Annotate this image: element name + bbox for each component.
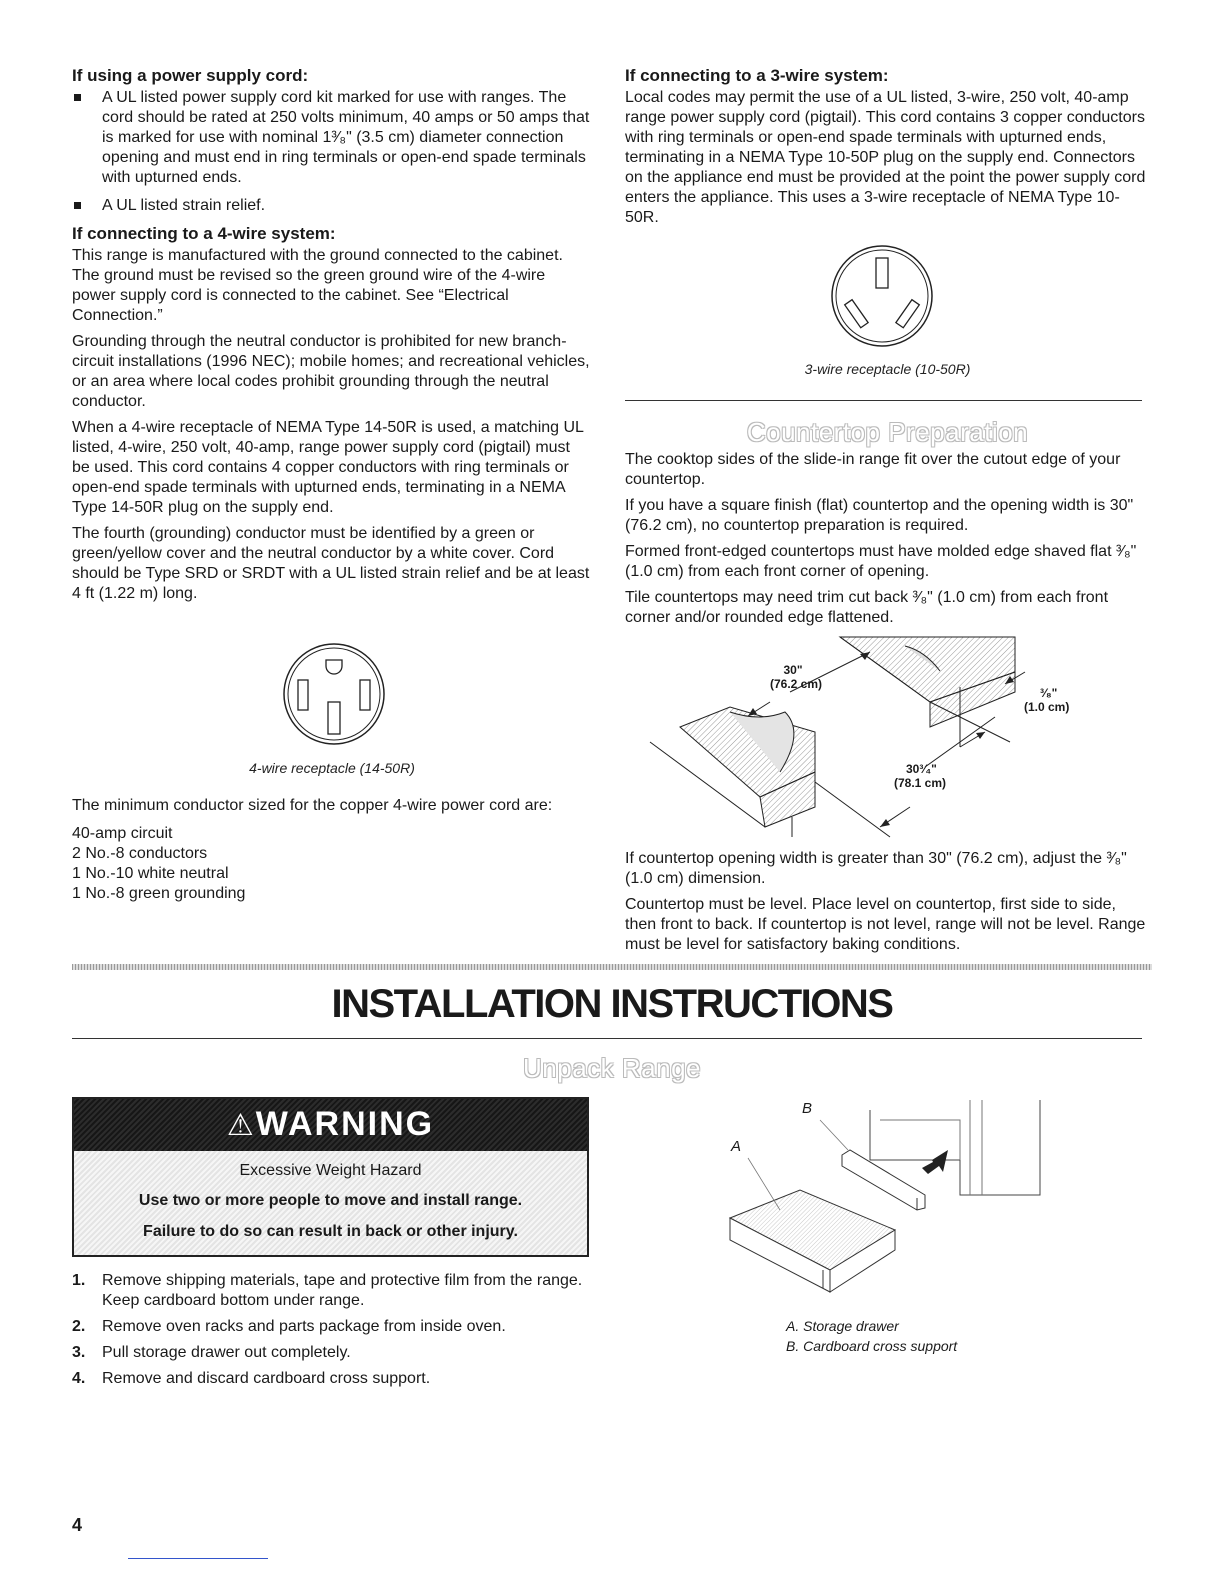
left-column	[72, 66, 592, 610]
step-text: Remove and discard cardboard cross support.	[102, 1370, 431, 1387]
step-text: Remove oven racks and parts package from inside oven.	[102, 1318, 506, 1335]
three-wire-receptacle-diagram	[830, 244, 934, 348]
step-number: 2.	[72, 1318, 86, 1335]
conductor-line: 40-amp circuit	[72, 825, 173, 842]
step-number: 1.	[72, 1272, 86, 1289]
warning-header	[74, 1099, 587, 1151]
caption-cross-support: B. Cardboard cross support	[786, 1338, 958, 1354]
four-wire-receptacle-diagram	[282, 642, 386, 746]
countertop-paragraph: Tile countertops may need trim cut back ³⁄₈" (1.0 cm) from each front corner and/or rounded edge flattened.	[625, 589, 1109, 626]
list-item	[72, 1369, 592, 1389]
countertop-section	[625, 450, 1150, 634]
warning-hazard: Excessive Weight Hazard	[239, 1162, 422, 1179]
countertop-after-section	[625, 849, 1150, 961]
warning-line: Use two or more people to move and install range.	[138, 1192, 523, 1209]
four-wire-paragraph: This range is manufactured with the ground connected to the cabinet. The ground must be revised so the green ground wire of the 4-wire power supply cord is connected to the cabinet. See “Electrical Connection.”	[72, 247, 563, 324]
four-wire-paragraph: When a 4-wire receptacle of NEMA Type 14-50R is used, a matching UL listed, 4-wire, 250 volt, 40-amp, range power supply cord (pigtail) must be used. This cord contains 4 copper conductors with ring terminals or open-end spade terminals with upturned ends, terminating in a NEMA Type 14-50R plug on the supply end.	[72, 419, 584, 516]
min-conductor-intro: The minimum conductor sized for the copper 4-wire power cord are:	[72, 797, 553, 814]
trim-dimension-label	[1024, 686, 1069, 714]
conductor-line: 2 No.-8 conductors	[72, 845, 208, 862]
countertop-title: Countertop Preparation	[746, 417, 1029, 447]
width-cm: (76.2 cm)	[769, 677, 823, 691]
footer-line	[128, 1558, 268, 1559]
four-wire-paragraph: Grounding through the neutral conductor is prohibited for new branch-circuit installations (1996 NEC); mobile homes; and recreational vehicles, or an area where local codes prohibit grounding through the neutral conductor.	[72, 333, 590, 410]
dotted-divider	[72, 964, 1152, 970]
step-text: Pull storage drawer out completely.	[102, 1344, 351, 1361]
trim-inches: ³⁄₈"	[1040, 686, 1058, 700]
four-wire-caption: 4-wire receptacle (14-50R)	[249, 760, 415, 776]
width-inches: 30"	[783, 663, 803, 677]
warning-word: WARNING	[255, 1105, 435, 1143]
min-conductor-section	[72, 796, 592, 904]
countertop-diagram	[640, 632, 1110, 842]
divider	[72, 1038, 1142, 1039]
countertop-paragraph: Formed front-edged countertops must have molded edge shaved flat ³⁄₈" (1.0 cm) from each front corner of opening.	[625, 543, 1137, 580]
warning-box	[72, 1097, 589, 1257]
three-wire-heading: If connecting to a 3-wire system:	[625, 66, 889, 85]
depth-cm: (78.1 cm)	[894, 776, 947, 790]
figure-label-b: B	[802, 1100, 813, 1117]
list-item	[72, 1317, 592, 1337]
list-item	[72, 1343, 592, 1363]
right-column	[625, 66, 1150, 234]
caption-storage-drawer: A. Storage drawer	[786, 1318, 899, 1334]
unpack-steps	[72, 1271, 592, 1395]
step-text: Remove shipping materials, tape and protective film from the range. Keep cardboard bottom under range.	[102, 1272, 583, 1309]
conductor-line: 1 No.-10 white neutral	[72, 865, 229, 882]
depth-dimension-label	[894, 762, 946, 790]
countertop-paragraph: Countertop must be level. Place level on countertop, first side to side, then front to back. If countertop is not level, range will not be level. Range must be level for satisfactory baking conditions.	[625, 896, 1146, 953]
storage-drawer-diagram	[720, 1100, 1050, 1300]
list-item: A UL listed power supply cord kit marked for use with ranges. The cord should be rated at 250 volts minimum, 40 amps or 50 amps that is marked for use with nominal 1³⁄₈" (3.5 cm) diameter connection opening and must end in ring terminals or open-end spade terminals with upturned ends.	[72, 88, 592, 188]
depth-inches: 30³⁄₄"	[906, 762, 937, 776]
figure-label-a: A	[731, 1138, 742, 1155]
list-item: A UL listed strain relief.	[72, 196, 592, 216]
four-wire-heading: If connecting to a 4-wire system:	[72, 224, 336, 243]
unpack-title: Unpack Range	[523, 1053, 701, 1083]
countertop-paragraph: The cooktop sides of the slide-in range fit over the cutout edge of your countertop.	[625, 451, 1121, 488]
warning-body	[74, 1151, 587, 1242]
width-dimension-label	[768, 663, 823, 691]
page-number: 4	[72, 1515, 83, 1535]
four-wire-paragraph: The fourth (grounding) conductor must be identified by a green or green/yellow cover and the neutral conductor by a white cover. Cord should be Type SRD or SRDT with a UL listed strain relief and be at least 4 ft (1.22 m) long.	[72, 525, 590, 602]
countertop-paragraph: If you have a square finish (flat) countertop and the opening width is 30" (76.2 cm), no countertop preparation is required.	[625, 497, 1134, 534]
warning-line: Failure to do so can result in back or other injury.	[143, 1223, 518, 1240]
countertop-paragraph: If countertop opening width is greater than 30" (76.2 cm), adjust the ³⁄₈" (1.0 cm) dimension.	[625, 850, 1127, 887]
trim-cm: (1.0 cm)	[1024, 700, 1070, 714]
step-number: 4.	[72, 1370, 86, 1387]
divider	[625, 400, 1142, 401]
installation-title: INSTALLATION INSTRUCTIONS	[331, 982, 893, 1026]
step-number: 3.	[72, 1344, 86, 1361]
three-wire-caption: 3-wire receptacle (10-50R)	[804, 361, 971, 377]
power-cord-list	[72, 88, 592, 216]
power-cord-heading: If using a power supply cord:	[72, 66, 309, 85]
conductor-line: 1 No.-8 green grounding	[72, 885, 246, 902]
warning-label	[74, 1105, 587, 1144]
three-wire-paragraph: Local codes may permit the use of a UL listed, 3-wire, 250 volt, 40-amp range power supply cord (pigtail). This cord contains 3 copper conductors with ring terminals or open-end spade terminals with upturned ends, terminating in a NEMA Type 10-50P plug on the supply end. Connectors on the appliance end must be provided at the point the power supply cord enters the appliance. This uses a 3-wire receptacle of NEMA Type 10-50R.	[625, 89, 1146, 226]
warning-triangle-icon: ⚠	[226, 1109, 256, 1142]
drawer-figure-captions	[786, 1316, 957, 1356]
list-item	[72, 1271, 592, 1311]
